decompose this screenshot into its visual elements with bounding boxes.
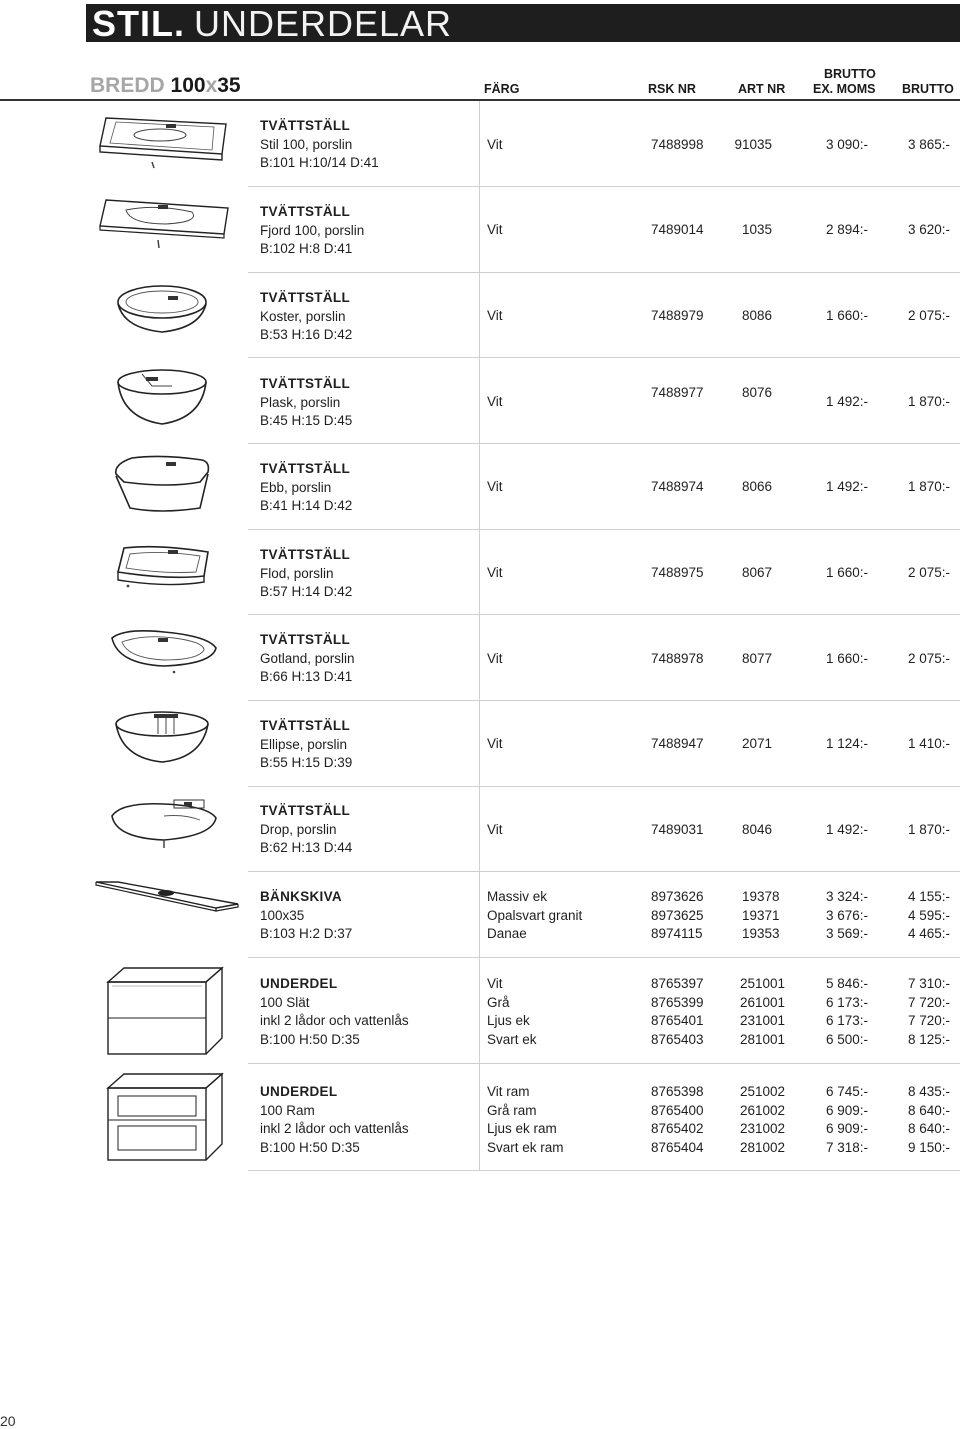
row-11-art xyxy=(740,1083,785,1157)
page-title-bold: STIL. xyxy=(92,4,185,42)
row-11-brutto xyxy=(868,1083,950,1157)
row-9-colors xyxy=(487,888,582,944)
row-11-rsk xyxy=(651,1083,704,1157)
row-10-art xyxy=(740,975,785,1049)
row-10-type: UNDERDEL xyxy=(260,976,338,991)
washbasin-plask-image xyxy=(112,366,212,430)
row-11-ex-moms xyxy=(780,1083,868,1157)
row-8-dims: B:62 H:13 D:44 xyxy=(260,840,353,855)
cabinet-slat-image xyxy=(102,964,230,1058)
row-9-ex-value: 3 324:- xyxy=(825,889,868,904)
washbasin-ebb-image xyxy=(110,452,214,518)
countertop-image xyxy=(92,878,242,918)
row-1-name: Fjord 100, porslin xyxy=(260,222,365,238)
row-10-rsk-value: 8765399 xyxy=(651,994,704,1010)
row-6-art: 8077 xyxy=(741,651,772,666)
row-9-art-value: 19371 xyxy=(742,907,780,923)
row-0-rsk: 7488998 xyxy=(651,137,704,152)
row-10-colors xyxy=(487,975,537,1049)
row-9-ex-moms xyxy=(780,888,868,944)
row-9-desc-line: 100x35 xyxy=(260,907,305,923)
row-11-brutto-value: 8 640:- xyxy=(907,1121,950,1136)
row-10-desc-line: 100 Slät xyxy=(260,994,310,1010)
row-2-type: TVÄTTSTÄLL xyxy=(260,290,350,305)
row-10-art-value: 231001 xyxy=(740,1013,786,1028)
cabinet-ram-image xyxy=(102,1070,230,1164)
row-separator xyxy=(248,357,960,358)
row-1-description xyxy=(260,203,364,259)
row-9-description xyxy=(260,888,352,944)
subtitle-word-depth: 35 xyxy=(217,74,241,97)
row-6-description xyxy=(260,631,355,687)
row-7-dims: B:55 H:15 D:39 xyxy=(260,755,353,770)
row-8-color: Vit xyxy=(487,822,503,837)
row-11-ex-value: 6 909:- xyxy=(825,1102,868,1118)
row-2-brutto: 2 075:- xyxy=(907,308,950,323)
row-5-rsk: 7488975 xyxy=(651,565,704,580)
row-7-art: 2071 xyxy=(741,736,772,751)
row-0-art: 91035 xyxy=(734,137,772,152)
row-2-name: Koster, porslin xyxy=(260,308,346,324)
row-10-rsk xyxy=(651,975,704,1049)
row-10-ex-moms xyxy=(780,975,868,1049)
row-11-art-value: 251002 xyxy=(740,1084,786,1099)
row-5-type: TVÄTTSTÄLL xyxy=(260,547,350,562)
row-separator xyxy=(248,786,960,787)
header-brutto: BRUTTO xyxy=(902,82,954,96)
row-11-rsk-value: 8765398 xyxy=(651,1084,704,1099)
row-separator xyxy=(248,957,960,958)
row-1-rsk: 7489014 xyxy=(651,222,704,237)
row-7-ex-moms: 1 124:- xyxy=(825,736,868,751)
row-4-rsk: 7488974 xyxy=(651,479,704,494)
row-10-rsk-value: 8765401 xyxy=(651,1013,704,1028)
row-1-color: Vit xyxy=(487,222,503,237)
row-10-rsk-value: 8765397 xyxy=(651,976,704,991)
row-9-ex-value: 3 569:- xyxy=(825,926,868,941)
washbasin-stil-image xyxy=(96,112,236,170)
row-5-color: Vit xyxy=(487,565,503,580)
row-10-color: Vit xyxy=(487,976,503,991)
row-3-ex-moms: 1 492:- xyxy=(825,394,868,409)
row-3-brutto: 1 870:- xyxy=(907,394,950,409)
row-1-dims: B:102 H:8 D:41 xyxy=(260,241,353,256)
row-10-color: Svart ek xyxy=(487,1031,537,1047)
row-separator xyxy=(248,614,960,615)
row-9-art-value: 19378 xyxy=(742,889,780,904)
row-10-ex-value: 5 846:- xyxy=(825,976,868,991)
row-7-description xyxy=(260,717,352,773)
row-11-art-value: 261002 xyxy=(740,1102,786,1118)
row-5-description xyxy=(260,546,352,602)
row-2-ex-moms: 1 660:- xyxy=(825,308,868,323)
row-11-ex-value: 6 909:- xyxy=(825,1121,868,1136)
row-2-art: 8086 xyxy=(741,308,772,323)
page-number: 20 xyxy=(0,1413,16,1429)
row-1-type: TVÄTTSTÄLL xyxy=(260,204,350,219)
row-9-color: Massiv ek xyxy=(487,889,548,904)
row-4-name: Ebb, porslin xyxy=(260,479,332,495)
row-11-colors xyxy=(487,1083,564,1157)
row-10-brutto xyxy=(868,975,950,1049)
washbasin-flod-image xyxy=(108,540,218,598)
row-10-brutto-value: 7 720:- xyxy=(907,1013,950,1028)
row-0-name: Stil 100, porslin xyxy=(260,136,353,152)
row-3-art: 8076 xyxy=(741,385,772,400)
row-3-description xyxy=(260,375,352,431)
header-brutto-ex-2: EX. MOMS xyxy=(813,82,876,96)
row-8-type: TVÄTTSTÄLL xyxy=(260,803,350,818)
row-11-art-value: 281002 xyxy=(740,1139,786,1155)
row-11-art-value: 231002 xyxy=(740,1121,786,1136)
header-art: ART NR xyxy=(738,82,786,96)
row-7-rsk: 7488947 xyxy=(651,736,704,751)
row-0-brutto: 3 865:- xyxy=(907,137,950,152)
row-9-brutto-value: 4 595:- xyxy=(907,907,950,923)
row-5-ex-moms: 1 660:- xyxy=(825,565,868,580)
row-11-desc-line: B:100 H:50 D:35 xyxy=(260,1139,360,1155)
row-3-rsk: 7488977 xyxy=(651,385,704,400)
row-11-brutto-value: 8 435:- xyxy=(907,1084,950,1099)
row-2-rsk: 7488979 xyxy=(651,308,704,323)
row-11-desc-line: inkl 2 lådor och vattenlås xyxy=(260,1121,409,1136)
row-6-dims: B:66 H:13 D:41 xyxy=(260,669,353,684)
row-9-desc-line: B:103 H:2 D:37 xyxy=(260,926,353,941)
row-1-brutto: 3 620:- xyxy=(907,222,950,237)
row-9-rsk xyxy=(651,888,704,944)
title-bar xyxy=(86,4,960,42)
row-0-type: TVÄTTSTÄLL xyxy=(260,118,350,133)
washbasin-fjord-image xyxy=(96,196,236,252)
row-separator xyxy=(248,871,960,872)
row-10-ex-value: 6 173:- xyxy=(825,994,868,1010)
row-separator xyxy=(248,443,960,444)
row-2-dims: B:53 H:16 D:42 xyxy=(260,327,353,342)
row-10-ex-value: 6 500:- xyxy=(825,1031,868,1047)
row-4-art: 8066 xyxy=(741,479,772,494)
row-0-dims: B:101 H:10/14 D:41 xyxy=(260,155,379,170)
row-4-dims: B:41 H:14 D:42 xyxy=(260,498,353,513)
row-10-ex-value: 6 173:- xyxy=(825,1013,868,1028)
row-3-dims: B:45 H:15 D:45 xyxy=(260,413,353,428)
row-0-description xyxy=(260,117,379,173)
row-11-type: UNDERDEL xyxy=(260,1084,338,1099)
row-0-color: Vit xyxy=(487,137,503,152)
subtitle-word-bredd: BREDD xyxy=(90,74,165,97)
row-separator xyxy=(248,1063,960,1064)
row-10-description xyxy=(260,975,409,1049)
header-farg: FÄRG xyxy=(484,82,520,96)
row-11-color: Svart ek ram xyxy=(487,1139,564,1155)
washbasin-ellipse-image xyxy=(110,708,214,768)
row-9-rsk-value: 8973625 xyxy=(651,907,704,923)
row-1-art: 1035 xyxy=(741,222,772,237)
row-8-name: Drop, porslin xyxy=(260,821,337,837)
row-11-rsk-value: 8765400 xyxy=(651,1102,704,1118)
row-9-rsk-value: 8973626 xyxy=(651,889,704,904)
row-8-art: 8046 xyxy=(741,822,772,837)
row-4-ex-moms: 1 492:- xyxy=(825,479,868,494)
row-7-type: TVÄTTSTÄLL xyxy=(260,718,350,733)
row-7-brutto: 1 410:- xyxy=(907,736,950,751)
row-9-color: Opalsvart granit xyxy=(487,907,583,923)
row-11-rsk-value: 8765402 xyxy=(651,1121,704,1136)
row-10-art-value: 251001 xyxy=(740,976,786,991)
row-6-type: TVÄTTSTÄLL xyxy=(260,632,350,647)
row-8-ex-moms: 1 492:- xyxy=(825,822,868,837)
row-9-ex-value: 3 676:- xyxy=(825,907,868,923)
row-7-name: Ellipse, porslin xyxy=(260,736,348,752)
row-9-color: Danae xyxy=(487,926,527,941)
row-10-desc-line: B:100 H:50 D:35 xyxy=(260,1031,360,1047)
washbasin-gotland-image xyxy=(104,624,222,682)
row-3-color: Vit xyxy=(487,394,503,409)
row-11-description xyxy=(260,1083,409,1157)
row-9-rsk-value: 8974115 xyxy=(651,926,703,941)
header-rsk: RSK NR xyxy=(648,82,696,96)
row-separator xyxy=(248,1170,960,1171)
row-11-color: Grå ram xyxy=(487,1102,537,1118)
row-1-ex-moms: 2 894:- xyxy=(825,222,868,237)
row-2-color: Vit xyxy=(487,308,503,323)
row-4-color: Vit xyxy=(487,479,503,494)
row-11-color: Ljus ek ram xyxy=(487,1121,557,1136)
row-6-rsk: 7488978 xyxy=(651,651,704,666)
row-10-desc-line: inkl 2 lådor och vattenlås xyxy=(260,1013,409,1028)
row-11-color: Vit ram xyxy=(487,1084,530,1099)
column-divider xyxy=(479,101,480,1171)
row-5-brutto: 2 075:- xyxy=(907,565,950,580)
row-9-art-value: 19353 xyxy=(742,926,780,941)
header-brutto-ex-1: BRUTTO xyxy=(824,67,876,81)
washbasin-koster-image xyxy=(112,282,212,338)
section-subtitle xyxy=(90,74,241,98)
row-3-type: TVÄTTSTÄLL xyxy=(260,376,350,391)
row-9-brutto-value: 4 155:- xyxy=(907,889,950,904)
row-5-name: Flod, porslin xyxy=(260,565,334,581)
row-9-type: BÄNKSKIVA xyxy=(260,889,342,904)
row-10-art-value: 281001 xyxy=(740,1031,786,1047)
row-separator xyxy=(248,272,960,273)
row-6-ex-moms: 1 660:- xyxy=(825,651,868,666)
row-10-brutto-value: 7 720:- xyxy=(907,994,950,1010)
row-9-brutto-value: 4 465:- xyxy=(907,926,950,941)
row-11-ex-value: 7 318:- xyxy=(825,1139,868,1155)
row-9-art xyxy=(742,888,780,944)
row-10-brutto-value: 8 125:- xyxy=(907,1031,950,1047)
row-11-brutto-value: 9 150:- xyxy=(907,1139,950,1155)
row-11-brutto-value: 8 640:- xyxy=(907,1102,950,1118)
row-11-desc-line: 100 Ram xyxy=(260,1102,315,1118)
row-separator xyxy=(248,529,960,530)
row-7-color: Vit xyxy=(487,736,503,751)
header-divider xyxy=(0,99,960,101)
row-5-dims: B:57 H:14 D:42 xyxy=(260,584,353,599)
row-5-art: 8067 xyxy=(741,565,772,580)
row-6-brutto: 2 075:- xyxy=(907,651,950,666)
subtitle-word-x: x xyxy=(205,74,218,97)
row-4-type: TVÄTTSTÄLL xyxy=(260,461,350,476)
row-2-description xyxy=(260,289,352,345)
row-10-brutto-value: 7 310:- xyxy=(907,976,950,991)
row-0-ex-moms: 3 090:- xyxy=(825,137,868,152)
row-10-color: Grå xyxy=(487,994,510,1010)
row-6-name: Gotland, porslin xyxy=(260,650,355,666)
row-4-description xyxy=(260,460,352,516)
row-10-rsk-value: 8765403 xyxy=(651,1031,704,1047)
row-8-description xyxy=(260,802,352,858)
row-separator xyxy=(248,186,960,187)
subtitle-word-width: 100 xyxy=(170,74,206,97)
row-11-ex-value: 6 745:- xyxy=(825,1084,868,1099)
page-title-rest: UNDERDELAR xyxy=(194,4,453,42)
row-separator xyxy=(248,700,960,701)
row-4-brutto: 1 870:- xyxy=(907,479,950,494)
row-11-rsk-value: 8765404 xyxy=(651,1139,704,1155)
row-6-color: Vit xyxy=(487,651,503,666)
row-10-art-value: 261001 xyxy=(740,994,786,1010)
washbasin-drop-image xyxy=(104,796,222,852)
row-10-color: Ljus ek xyxy=(487,1013,530,1028)
row-3-name: Plask, porslin xyxy=(260,394,341,410)
row-8-brutto: 1 870:- xyxy=(907,822,950,837)
row-9-brutto xyxy=(868,888,950,944)
row-8-rsk: 7489031 xyxy=(651,822,704,837)
